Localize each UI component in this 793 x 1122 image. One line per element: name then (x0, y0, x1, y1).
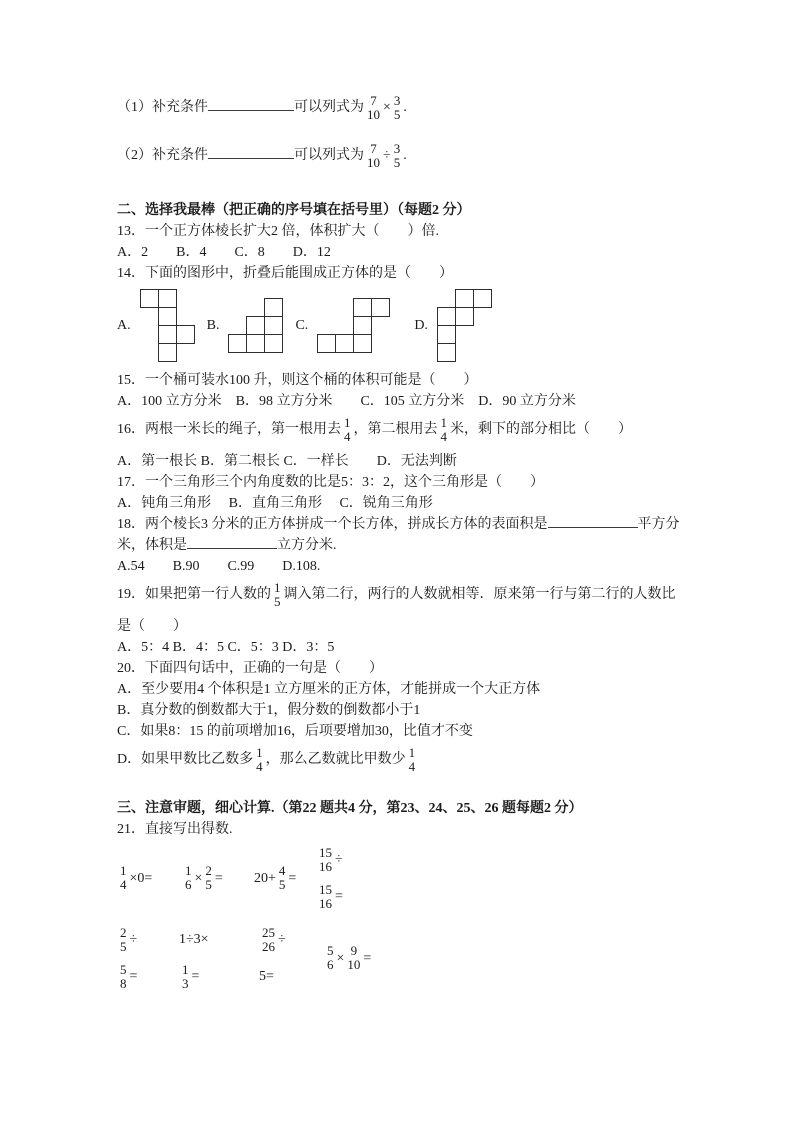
fraction-numerator: 1 (256, 745, 263, 760)
fraction-numerator: 2 (205, 863, 212, 878)
q14-text: 14．下面的图形中，折叠后能围成正方体的是（ ） (117, 266, 453, 281)
fraction (120, 864, 127, 892)
fraction (205, 864, 212, 892)
text-run: = (335, 889, 343, 904)
fraction-numerator: 1 (185, 863, 192, 878)
fraction-denominator: 6 (327, 957, 334, 972)
text-run: 调入第二行，两行的人数就相等．原来第一行与第二行的人数比 (283, 587, 676, 603)
fraction-denominator: 10 (367, 155, 380, 170)
figure-group (295, 298, 390, 353)
fraction (347, 944, 360, 972)
calc-expression (117, 860, 182, 897)
q13-text: 13．一个正方体棱长扩大2 倍，体积扩大（ ）倍. (117, 224, 439, 239)
fraction-denominator: 5 (393, 107, 401, 122)
calc-expression (324, 940, 371, 977)
text-run: × (194, 870, 203, 886)
q19-line-2: 是（ ） (117, 619, 187, 634)
text-run: ÷ (129, 932, 138, 947)
figure-cell (140, 289, 159, 308)
figure-cell (353, 298, 372, 317)
fraction-numerator: 1 (120, 863, 127, 878)
q20-option-a: A．至少要用4 个体积是1 立方厘米的正方体，才能拼成一个大正方体 (117, 682, 541, 697)
fill-item-1 (117, 90, 705, 126)
fraction-numerator: 3 (393, 93, 401, 108)
fraction-numerator: 3 (393, 141, 401, 156)
calc-line (254, 860, 316, 897)
fraction (344, 416, 351, 444)
calc-expression (259, 921, 324, 995)
q21-text: 21．直接写出得数. (117, 822, 233, 837)
figure-cell (158, 307, 177, 326)
fraction (182, 963, 189, 991)
fraction (394, 142, 401, 170)
fraction-denominator: 5 (205, 877, 212, 892)
fraction (394, 94, 401, 122)
text-run: . (403, 100, 407, 116)
text-run: ，第二根用去 (353, 422, 438, 438)
q15-options: A．100 立方分米 B．98 立方分米 C．105 立方分米 D．90 立方分米 (117, 394, 576, 409)
calc-expression (182, 860, 254, 897)
figure-cell (228, 334, 247, 353)
calc-expression (117, 921, 179, 995)
text-run: 18．两个棱长3 分米的正方体拼成一个长方体，拼成长方体的表面积是 (117, 517, 548, 532)
q20-option-d (117, 742, 705, 778)
fraction-denominator: 10 (367, 107, 380, 122)
figure-group (414, 289, 492, 362)
q19-line-1 (117, 577, 705, 613)
q20-option-c: C．如果8：15 的前项增加16，后项要增加30，比值才不变 (117, 724, 473, 739)
fraction (262, 926, 275, 954)
text-run: ÷ (383, 148, 391, 164)
fraction (274, 581, 281, 609)
calc-line (259, 921, 324, 958)
fraction-numerator: 7 (370, 93, 377, 108)
text-run: = (288, 870, 297, 886)
cube-net-figure (317, 298, 390, 353)
figure-cell (455, 289, 474, 308)
text-run: 米，剩下的部分相比（ ） (450, 422, 632, 438)
q16-options: A．第一根长 B．第二根长 C．一样长 D．无法判断 (117, 454, 457, 469)
text-run: 16．两根一米长的绳子，第一根用去 (117, 422, 341, 438)
figure-cell (353, 316, 372, 335)
q13-options: A．2 B．4 C．8 D．12 (117, 245, 331, 260)
fraction-numerator: 1 (440, 415, 447, 430)
figure-cell (158, 289, 177, 308)
figure-cell (455, 307, 474, 326)
text-run: 1÷3× (179, 932, 209, 947)
text-run: 立方分米. (277, 538, 337, 553)
fraction-denominator: 16 (319, 895, 332, 911)
fraction-denominator: 5 (278, 877, 286, 892)
fraction-numerator: 15 (319, 844, 332, 860)
figure-label: A. (117, 317, 131, 333)
q16-text (117, 412, 705, 448)
fraction-denominator: 4 (256, 759, 263, 774)
section-2-heading: 二、选择我最棒（把正确的序号填在括号里）（每题2 分） (117, 203, 471, 218)
fill-blank (208, 146, 294, 159)
section-3-heading: 三、注意审题，细心计算.（第22 题共4 分，第23、24、25、26 题每题2 分） (117, 801, 583, 816)
calc-line (316, 878, 343, 915)
figure-cell (437, 307, 456, 326)
fraction-numerator: 1 (274, 580, 281, 595)
fraction (367, 94, 380, 122)
text-run: 19．如果把第一行人数的 (117, 587, 271, 603)
text-run: = (214, 870, 223, 886)
figure-cell (246, 316, 265, 335)
q21-calc-row-2 (117, 920, 705, 996)
fraction-denominator: 4 (440, 429, 447, 444)
fill-blank (208, 98, 294, 111)
figure-cell (264, 334, 283, 353)
figure-cell (371, 298, 390, 317)
fraction-numerator: 1 (182, 961, 189, 977)
cube-net-figure (140, 289, 195, 362)
q20-text: 20．下面四句话中，正确的一句是（ ） (117, 661, 383, 676)
cube-net-figure (228, 298, 283, 353)
fraction-numerator: 4 (278, 863, 286, 878)
calc-line (182, 860, 254, 897)
fraction-numerator: 2 (120, 924, 127, 940)
fraction-denominator: 5 (274, 594, 281, 609)
text-run: ÷ (278, 932, 286, 947)
calc-line (259, 958, 324, 995)
figure-group (117, 289, 195, 362)
calc-line (117, 958, 179, 995)
text-run: 可以列式为 (294, 148, 364, 164)
cube-net-figure (437, 289, 492, 362)
text-run: . (403, 148, 407, 164)
text-run: = (191, 969, 200, 984)
figure-cell (335, 334, 354, 353)
text-run: × (383, 100, 391, 116)
figure-label: C. (295, 317, 309, 333)
q18-options: A.54 B.90 C.99 D.108. (117, 559, 321, 574)
fraction-denominator: 3 (182, 975, 189, 991)
calc-line (117, 921, 179, 958)
calc-line (179, 921, 259, 958)
q17-options: A．钝角三角形 B．直角三角形 C．锐角三角形 (117, 496, 433, 511)
q20-option-b: B．真分数的倒数都大于1，假分数的倒数都小于1 (117, 703, 421, 718)
fraction-denominator: 10 (347, 957, 361, 972)
figure-label: D. (414, 317, 428, 333)
fraction-denominator: 4 (408, 759, 416, 774)
text-run: = (129, 969, 138, 984)
text-run: ÷ (335, 852, 343, 867)
fraction-denominator: 16 (319, 858, 332, 874)
text-run: = (363, 950, 372, 966)
text-run: （1）补充条件 (117, 100, 208, 116)
fraction-numerator: 25 (262, 924, 275, 940)
fraction (256, 746, 263, 774)
fill-blank (548, 515, 638, 528)
fraction (327, 944, 334, 972)
figure-label: B. (206, 317, 220, 333)
fraction-numerator: 15 (319, 881, 332, 897)
q17-text: 17．一个三角形三个内角度数的比是5：3：2，这个三角形是（ ） (117, 475, 544, 490)
figure-cell (264, 316, 283, 335)
fraction (185, 864, 192, 892)
fraction-numerator: 5 (120, 961, 127, 977)
fraction-denominator: 4 (120, 877, 127, 892)
fill-item-2 (117, 138, 705, 174)
fraction-denominator: 26 (262, 938, 275, 954)
figure-group (207, 298, 284, 353)
q19-options: A．5：4 B．4：5 C．5：3 D．3：5 (117, 640, 335, 655)
calc-line (324, 940, 371, 977)
fraction (409, 746, 416, 774)
fraction-numerator: 7 (370, 141, 377, 156)
fraction-numerator: 1 (344, 415, 351, 430)
figure-cell (158, 343, 177, 362)
q18-line-2 (117, 535, 705, 556)
fraction (367, 142, 380, 170)
figure-cell (437, 343, 456, 362)
calc-expression (179, 921, 259, 995)
fraction-numerator: 9 (350, 943, 358, 958)
figure-cell (437, 325, 456, 344)
calc-expression (254, 860, 316, 897)
fraction-numerator: 1 (408, 745, 416, 760)
figure-cell (353, 334, 372, 353)
fraction (319, 883, 332, 911)
fraction-denominator: 6 (185, 877, 192, 892)
text-run: 20+ (254, 870, 276, 886)
fraction (319, 846, 332, 874)
calc-line (179, 958, 259, 995)
fraction-denominator: 5 (120, 938, 127, 954)
fraction-denominator: 5 (393, 155, 401, 170)
calc-line (117, 860, 182, 897)
calc-expression (316, 841, 343, 915)
fill-blank (187, 536, 277, 549)
figure-cell (264, 298, 283, 317)
text-run: ，那么乙数就比甲数少 (265, 752, 406, 768)
fraction-denominator: 4 (344, 429, 351, 444)
text-run: 平方分 (637, 517, 680, 532)
q14-figures (117, 287, 705, 363)
text-run: （2）补充条件 (117, 148, 208, 164)
text-run: × (336, 950, 345, 966)
fraction-numerator: 5 (327, 943, 334, 958)
figure-cell (158, 325, 177, 344)
text-run: ×0= (129, 870, 153, 886)
text-run: D．如果甲数比乙数多 (117, 752, 254, 768)
figure-cell (317, 334, 336, 353)
text-run: 5= (259, 969, 274, 984)
text-run: 可以列式为 (294, 100, 364, 116)
fraction (120, 963, 127, 991)
figure-cell (246, 334, 265, 353)
q18-line-1 (117, 514, 705, 535)
fraction-denominator: 8 (120, 975, 127, 991)
figure-cell (176, 325, 195, 344)
figure-cell (473, 289, 492, 308)
q15-text: 15．一个桶可装水100 升，则这个桶的体积可能是（ ） (117, 373, 478, 388)
text-run: 米，体积是 (117, 538, 187, 553)
fraction (120, 926, 127, 954)
calc-line (316, 841, 343, 878)
fraction (441, 416, 448, 444)
q21-calc-row-1 (117, 840, 705, 916)
fraction (279, 864, 286, 892)
